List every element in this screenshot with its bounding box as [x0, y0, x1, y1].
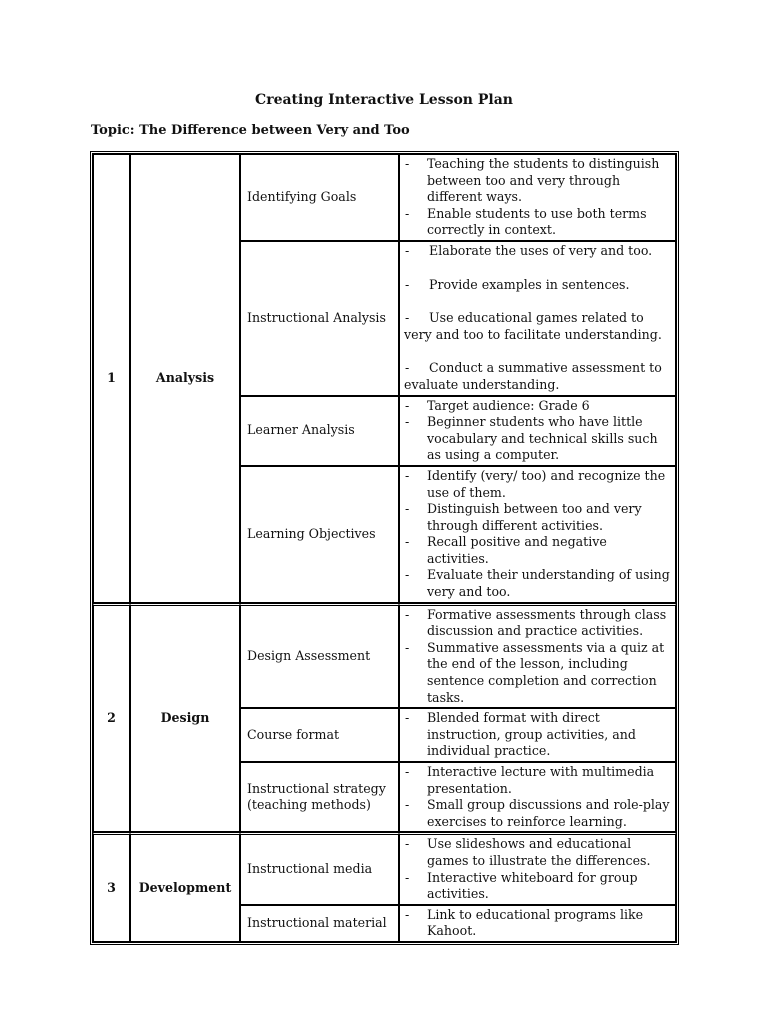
phase-number: 1 — [93, 154, 130, 603]
component-details — [399, 241, 676, 396]
paragraph-text: Provide examples in sentences. — [429, 276, 630, 292]
plan-row — [93, 603, 676, 709]
list-item: - Target audience: Grade 6 — [404, 398, 671, 415]
details-list — [404, 836, 671, 902]
document-title: Creating Interactive Lesson Plan — [255, 92, 513, 108]
component-details — [399, 762, 676, 832]
phase-name: Analysis — [130, 154, 240, 603]
paragraph-text: Use educational games related to very and too to facilitate understanding. — [404, 310, 662, 342]
list-item: - Evaluate their understanding of using very and too. — [404, 567, 671, 600]
details-list — [404, 607, 671, 707]
component-details — [399, 603, 676, 709]
list-item: - Interactive lecture with multimedia presentation. — [404, 764, 671, 797]
component-details — [399, 154, 676, 241]
list-item: - Enable students to use both terms correctly in context. — [404, 206, 671, 239]
plan-row — [93, 154, 676, 241]
component-label: Identifying Goals — [240, 154, 399, 241]
dash-marker: - — [405, 360, 410, 376]
list-item: - Distinguish between too and very through different activities. — [404, 501, 671, 534]
list-item: - Teaching the students to distinguish between too and very through different ways. — [404, 156, 671, 206]
details-list — [404, 710, 671, 760]
details-paragraph — [404, 277, 671, 294]
phase-number: 3 — [93, 832, 130, 942]
component-label: Instructional Analysis — [240, 241, 399, 396]
component-label: Instructional media — [240, 832, 399, 904]
list-item: - Summative assessments via a quiz at the end of the lesson, including sentence completion and correction tasks. — [404, 640, 671, 706]
details-paragraph — [404, 310, 671, 343]
details-paragraph — [404, 360, 671, 393]
component-label: Instructional material — [240, 905, 399, 942]
component-label: Learning Objectives — [240, 466, 399, 603]
list-item: - Interactive whiteboard for group activities. — [404, 870, 671, 903]
component-details — [399, 708, 676, 762]
component-label: Design Assessment — [240, 603, 399, 709]
list-item: - Use slideshows and educational games to illustrate the differences. — [404, 836, 671, 869]
lesson-plan-table — [90, 151, 679, 945]
dash-marker: - — [405, 310, 410, 326]
component-label: Course format — [240, 708, 399, 762]
lesson-plan-body — [93, 154, 676, 942]
details-list — [404, 468, 671, 601]
component-details — [399, 396, 676, 466]
document-topic: Topic: The Difference between Very and Too — [91, 123, 410, 138]
plan-row — [93, 832, 676, 904]
component-details — [399, 905, 676, 942]
phase-name: Development — [130, 832, 240, 942]
paragraph-text: Conduct a summative assessment to evaluate understanding. — [404, 360, 662, 392]
details-list — [404, 156, 671, 239]
list-item: - Link to educational programs like Kahoot. — [404, 907, 671, 940]
list-item: - Formative assessments through class discussion and practice activities. — [404, 607, 671, 640]
component-details — [399, 466, 676, 603]
dash-marker: - — [405, 276, 410, 292]
component-details — [399, 832, 676, 904]
list-item: - Small group discussions and role-play exercises to reinforce learning. — [404, 797, 671, 830]
component-label: Learner Analysis — [240, 396, 399, 466]
details-paragraph — [404, 243, 671, 260]
phase-number: 2 — [93, 603, 130, 833]
paragraph-text: Elaborate the uses of very and too. — [429, 242, 653, 258]
list-item: - Blended format with direct instruction, group activities, and individual practice. — [404, 710, 671, 760]
details-list — [404, 398, 671, 464]
phase-name: Design — [130, 603, 240, 833]
list-item: - Recall positive and negative activities. — [404, 534, 671, 567]
details-list — [404, 907, 671, 940]
list-item: - Identify (very/ too) and recognize the use of them. — [404, 468, 671, 501]
dash-marker: - — [405, 242, 410, 258]
component-label: Instructional strategy (teaching methods) — [240, 762, 399, 832]
list-item: - Beginner students who have little vocabulary and technical skills such as using a computer. — [404, 414, 671, 464]
details-list — [404, 764, 671, 830]
